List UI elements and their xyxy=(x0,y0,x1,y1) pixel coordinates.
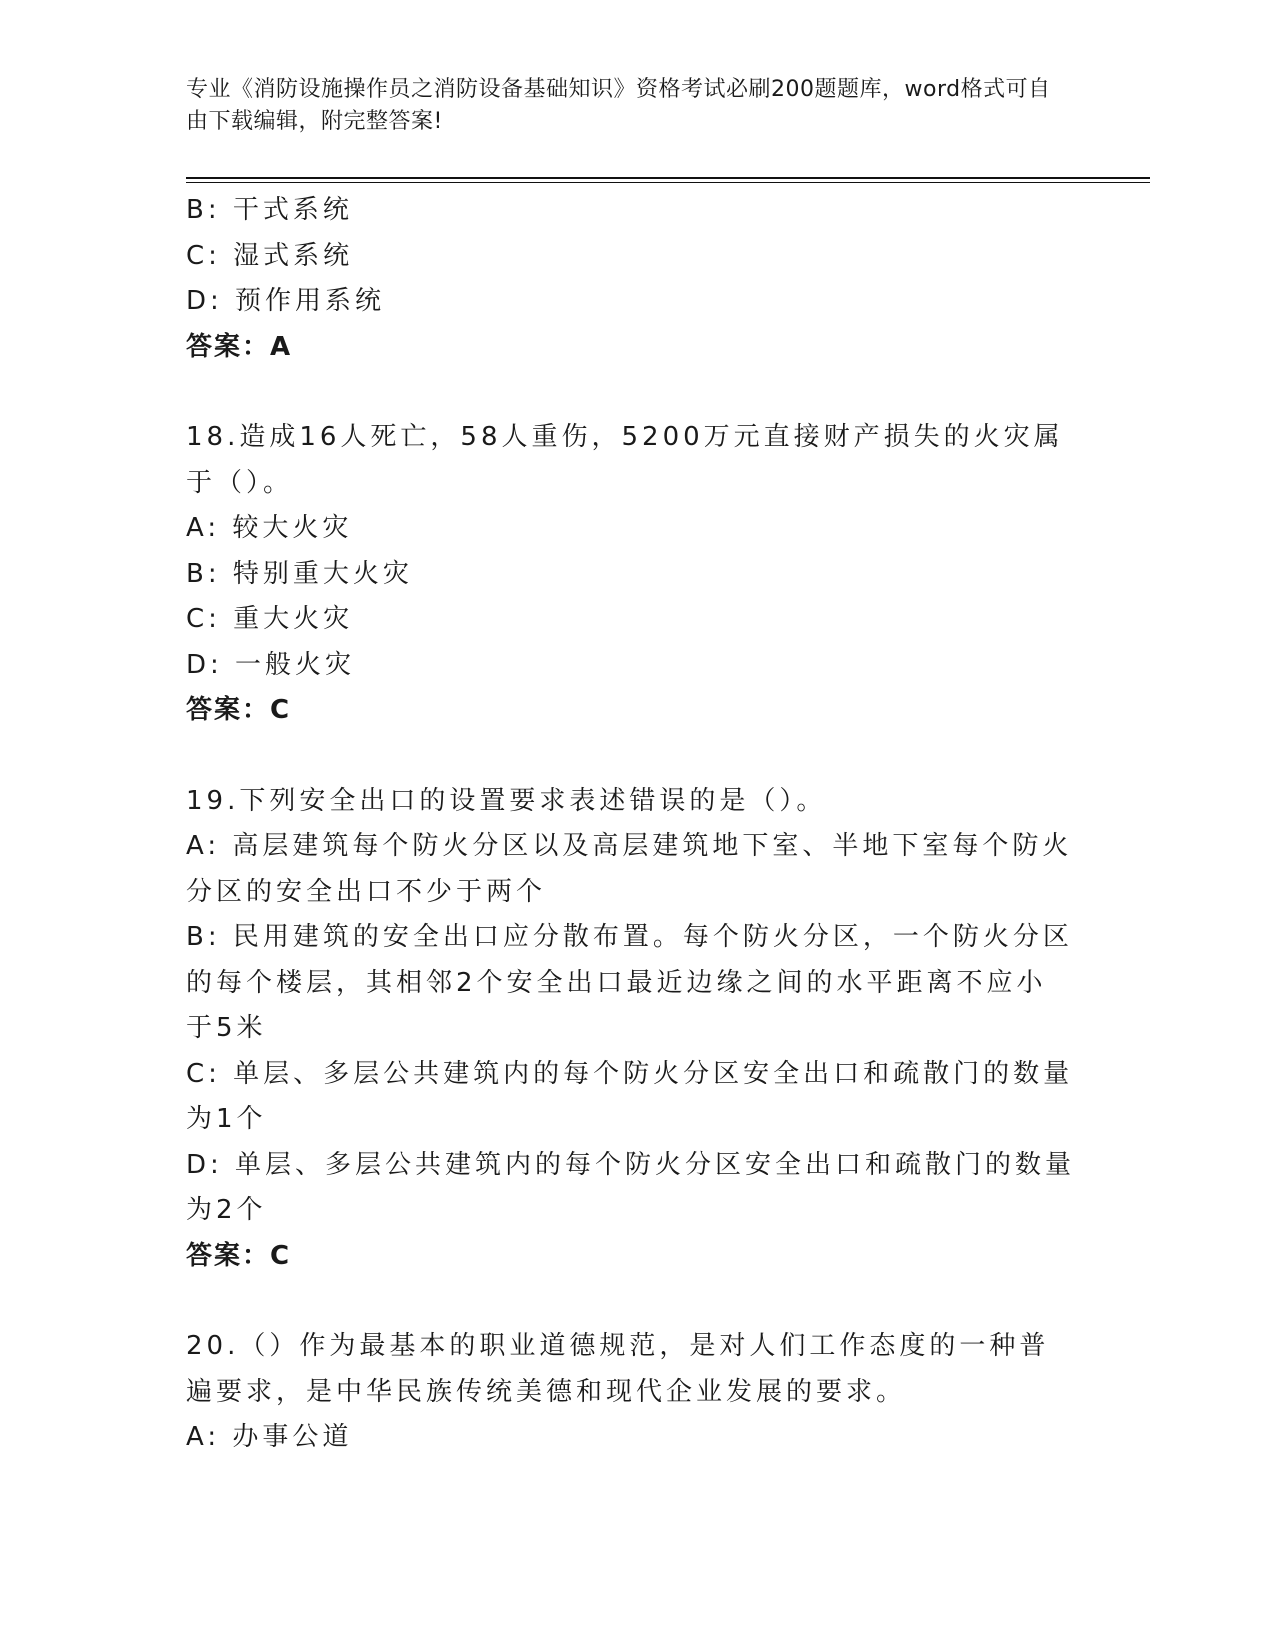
question-19 xyxy=(186,779,1076,1280)
option-b: B: 民用建筑的安全出口应分散布置。每个防火分区，一个防火分区的每个楼层，其相邻2个安全出口最近边缘之间的水平距离不应小于5米 xyxy=(186,922,1073,1043)
answer-line: 答案：C xyxy=(186,695,292,725)
answer-line: 答案：A xyxy=(186,331,293,362)
question-stem: 20.（）作为最基本的职业道德规范，是对人们工作态度的一种普遍要求，是中华民族传统美德和现代企业发展的要求。 xyxy=(186,1331,1050,1407)
answer-line: 答案：C xyxy=(186,1240,292,1271)
option-c: C: 单层、多层公共建筑内的每个防火分区安全出口和疏散门的数量为1个 xyxy=(186,1058,1074,1134)
header-divider-thick xyxy=(186,177,1150,179)
option-d: D: 单层、多层公共建筑内的每个防火分区安全出口和疏散门的数量为2个 xyxy=(186,1149,1076,1225)
question-17-continued xyxy=(186,188,1076,370)
option-d: D: 一般火灾 xyxy=(186,649,356,680)
question-20 xyxy=(186,1324,1076,1461)
option-c: C: 湿式系统 xyxy=(186,240,354,271)
question-18 xyxy=(186,415,1076,734)
header-divider-thin xyxy=(186,182,1150,183)
option-c: C: 重大火灾 xyxy=(186,604,354,634)
document-body xyxy=(186,188,1076,1461)
option-a: A: 较大火灾 xyxy=(186,513,353,543)
question-stem: 18.造成16人死亡，58人重伤，5200万元直接财产损失的火灾属于（）。 xyxy=(186,422,1064,498)
option-b: B: 干式系统 xyxy=(186,195,353,225)
document-header: 专业《消防设施操作员之消防设备基础知识》资格考试必刷200题题库，word格式可自由下载编辑，附完整答案! xyxy=(186,77,1051,134)
question-stem: 19.下列安全出口的设置要求表述错误的是（）。 xyxy=(186,785,827,816)
option-a: A: 高层建筑每个防火分区以及高层建筑地下室、半地下室每个防火分区的安全出口不少于两个 xyxy=(186,831,1073,907)
option-b: B: 特别重大火灾 xyxy=(186,558,413,589)
option-d: D: 预作用系统 xyxy=(186,286,386,316)
option-a: A: 办事公道 xyxy=(186,1422,353,1452)
